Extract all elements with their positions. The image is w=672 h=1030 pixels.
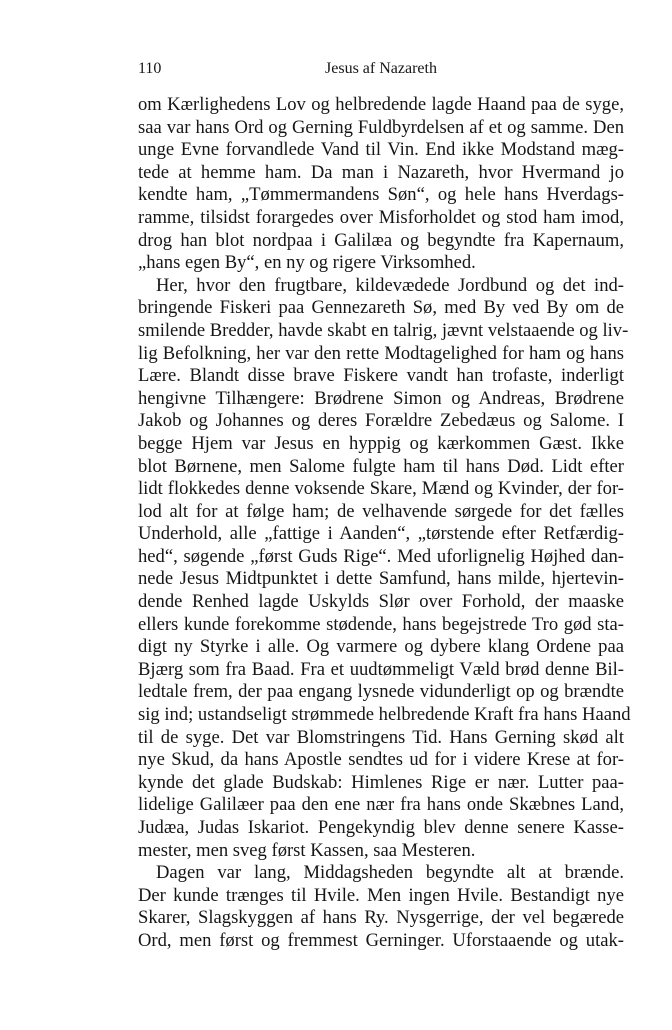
text-line: hengivne Tilhængere: Brødrene Simon og Andreas, Brødrene (138, 387, 624, 409)
text-line: ellers kunde forekomme stødende, hans begejstrede Tro gød sta- (138, 613, 624, 635)
page-header (138, 60, 624, 80)
text-line: om Kærlighedens Lov og helbredende lagde Haand paa de syge, (138, 94, 624, 115)
text-line: dende Renhed lagde Uskylds Slør over Forhold, der maaske (138, 591, 624, 613)
text-line: Jakob og Johannes og deres Forældre Zebedæus og Salome. I (138, 410, 624, 432)
text-line: „hans egen By“, en ny og rigere Virksomhed. (138, 252, 476, 274)
text-line: digt ny Styrke i alle. Og varmere og dybere klang Ordene paa (138, 636, 624, 658)
text-line: hed“, søgende „først Guds Rige“. Med uforlignelig Højhed dan- (138, 545, 624, 567)
text-line: ramme, tilsidst forargedes over Misforholdet og stod ham imod, (138, 206, 624, 228)
text-line: kendte ham, „Tømmermandens Søn“, og hele hans Hverdags- (138, 184, 624, 206)
text-line: Dagen var lang, Middagsheden begyndte alt at brænde. (156, 862, 624, 884)
text-line: mester, men sveg først Kassen, saa Mesteren. (138, 839, 476, 861)
text-line: Underhold, alle „fattige i Aanden“, „tørstende efter Retfærdig- (138, 523, 624, 545)
paragraph (138, 862, 624, 952)
text-line: Bjærg som fra Baad. Fra et uudtømmeligt Væld brød denne Bil- (138, 658, 624, 680)
text-line: kynde det glade Budskab: Himlenes Rige er nær. Lutter paa- (138, 771, 624, 793)
text-line: lig Befolkning, her var den rette Modtagelighed for ham og hans (138, 342, 624, 364)
text-line: nede Jesus Midtpunktet i dette Samfund, hans milde, hjertevin- (138, 568, 624, 590)
text-line: saa var hans Ord og Gerning Fuldbyrdelsen af et og samme. Den (138, 116, 624, 138)
paragraph (138, 94, 624, 275)
text-line: lidt flokkedes denne voksende Skare, Mænd og Kvinder, der for- (138, 478, 624, 500)
text-line: bringende Fiskeri paa Gennezareth Sø, med By ved By om de (138, 297, 624, 319)
text-line: Her, hvor den frugtbare, kildevædede Jordbund og det ind- (156, 274, 624, 296)
text-line: blot Børnene, men Salome fulgte ham til hans Død. Lidt efter (138, 455, 624, 477)
running-title: Jesus af Nazareth (325, 60, 437, 77)
text-line: nye Skud, da hans Apostle sendtes ud for i videre Krese at for- (138, 749, 624, 771)
text-line: Judæa, Judas Iskariot. Pengekyndig blev denne senere Kasse- (138, 817, 624, 838)
paragraph (138, 274, 631, 862)
text-line: ledtale frem, der paa engang lysnede vidunderligt op og brændte (138, 681, 624, 703)
body-text (138, 94, 631, 953)
text-line: drog han blot nordpaa i Galilæa og begyndte fra Kapernaum, (138, 229, 624, 251)
text-line: Ord, men først og fremmest Gerninger. Uforstaaende og utak- (138, 929, 624, 951)
page-number: 110 (138, 60, 162, 77)
text-line: unge Evne forvandlede Vand til Vin. End ikke Modstand mæg- (138, 139, 624, 161)
text-line: smilende Bredder, havde skabt en talrig, jævnt velstaaende og liv- (138, 319, 629, 341)
text-line: Lære. Blandt disse brave Fiskere vandt han trofaste, inderligt (138, 365, 624, 387)
text-line: begge Hjem var Jesus en hyppig og kærkommen Gæst. Ikke (138, 432, 624, 454)
text-line: Der kunde trænges til Hvile. Men ingen Hvile. Bestandigt nye (138, 884, 624, 906)
text-line: til de syge. Det var Blomstringens Tid. Hans Gerning skød alt (138, 726, 624, 748)
text-line: lod alt for at følge ham; de velhavende sørgede for det fælles (138, 500, 624, 522)
text-line: Skarer, Slagskyggen af hans Ry. Nysgerrige, der vel begærede (138, 907, 624, 929)
text-line: lidelige Galilæer paa den ene nær fra hans onde Skæbnes Land, (138, 794, 624, 816)
text-line: sig ind; ustandseligt strømmede helbredende Kraft fra hans Haand (138, 704, 631, 726)
text-line: tede at hemme ham. Da man i Nazareth, hvor Hvermand jo (138, 161, 624, 183)
